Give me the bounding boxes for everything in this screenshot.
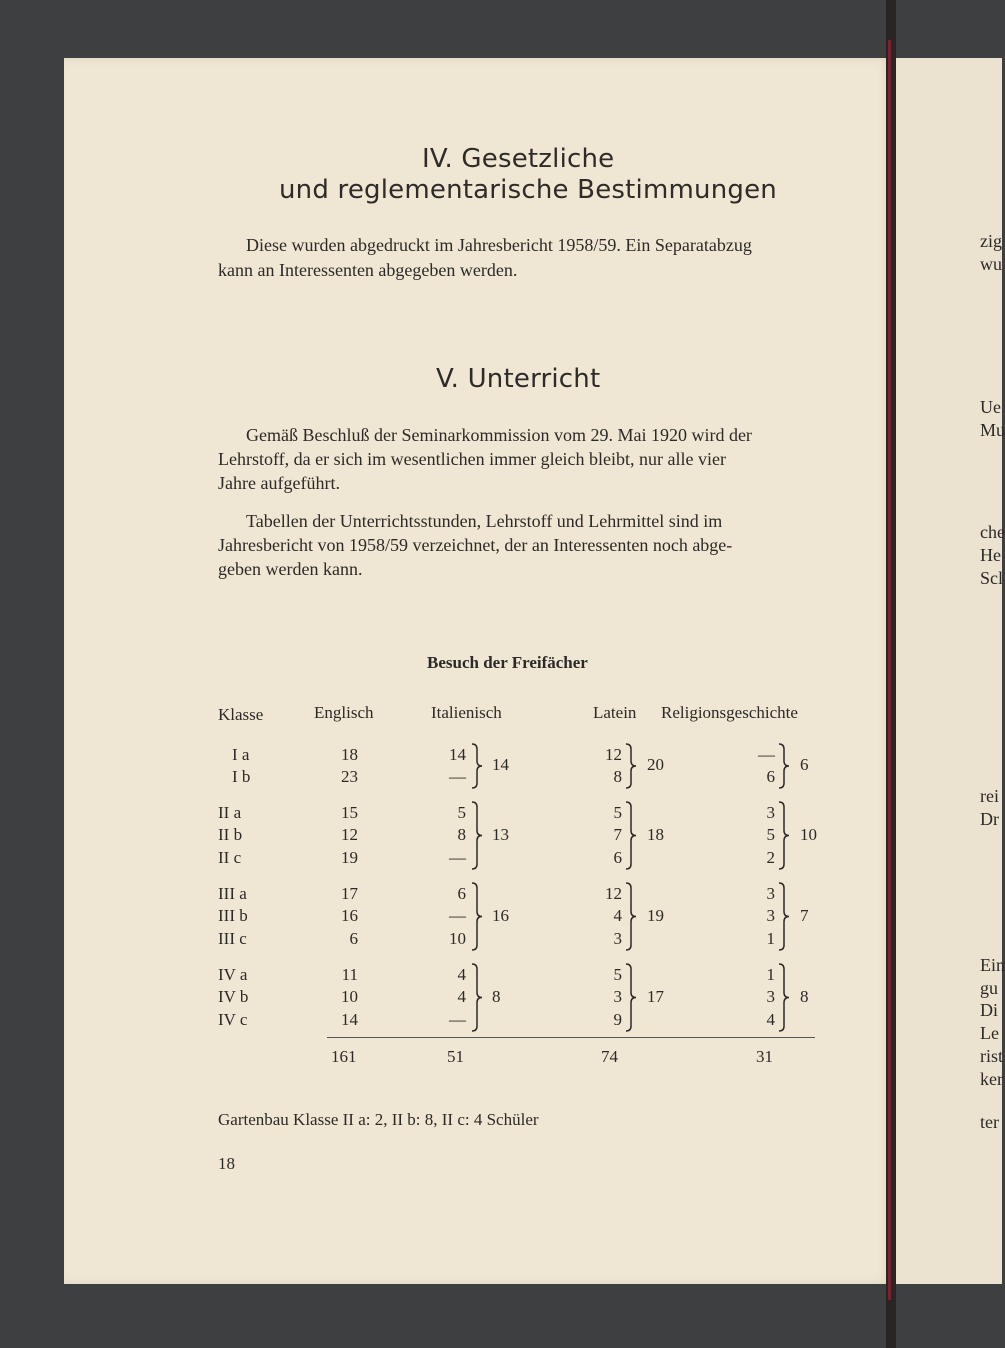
cell-klasse: III b bbox=[218, 906, 248, 925]
header-klasse: Klasse bbox=[218, 705, 264, 724]
facing-line: rei bbox=[980, 786, 999, 806]
cell-latein: 3 bbox=[613, 987, 622, 1006]
cell-englisch: 15 bbox=[341, 803, 358, 822]
cell-klasse: III a bbox=[218, 884, 247, 903]
facing-line: rist bbox=[980, 1046, 1004, 1066]
facing-line: Mu bbox=[980, 420, 1005, 440]
section-v-para1-line3: Jahre aufgeführt. bbox=[218, 473, 340, 493]
cell-religion: 4 bbox=[766, 1010, 775, 1029]
cell-englisch: 14 bbox=[341, 1010, 358, 1029]
cell-religion: 3 bbox=[766, 884, 775, 903]
facing-line: wu bbox=[980, 254, 1002, 274]
cell-italienisch: — bbox=[449, 906, 466, 925]
section-iv-title-line1: IV. Gesetzliche bbox=[422, 144, 615, 174]
cell-latein: 6 bbox=[613, 848, 622, 867]
group-total-latein: 17 bbox=[647, 986, 664, 1006]
group-total-religion: 6 bbox=[800, 755, 809, 774]
facing-line: Dr bbox=[980, 809, 999, 829]
table-caption: Besuch der Freifächer bbox=[427, 653, 588, 672]
cell-italienisch: — bbox=[449, 767, 466, 786]
cell-religion: 2 bbox=[766, 848, 775, 867]
cell-englisch: 10 bbox=[341, 987, 358, 1006]
cell-italienisch: 5 bbox=[457, 803, 466, 822]
group-total-religion: 7 bbox=[800, 905, 809, 925]
cell-klasse: IV a bbox=[218, 965, 248, 984]
cell-religion: 3 bbox=[766, 906, 775, 925]
total-latein: 74 bbox=[601, 1047, 618, 1066]
cell-religion: 1 bbox=[766, 965, 775, 984]
cell-italienisch: 6 bbox=[457, 884, 466, 903]
total-englisch: 161 bbox=[331, 1047, 357, 1066]
section-iv-title-line2: und reglementarische Bestimmungen bbox=[279, 175, 777, 205]
facing-line: Ue bbox=[980, 397, 1001, 417]
cell-klasse: I b bbox=[232, 767, 251, 786]
cell-latein: 12 bbox=[605, 884, 622, 903]
group-total-religion: 8 bbox=[800, 986, 809, 1006]
facing-line: ker bbox=[980, 1069, 1003, 1089]
cell-italienisch: 4 bbox=[457, 987, 466, 1006]
cell-italienisch: — bbox=[449, 848, 466, 867]
binding-edge bbox=[888, 40, 891, 1300]
header-religionsgeschichte: Religionsgeschichte bbox=[661, 703, 798, 722]
page-number: 18 bbox=[218, 1154, 235, 1173]
facing-line: ter bbox=[980, 1112, 999, 1132]
cell-religion: 6 bbox=[766, 767, 775, 786]
facing-line: Scl bbox=[980, 568, 1004, 588]
brace-latein bbox=[624, 743, 638, 789]
cell-klasse: I a bbox=[232, 745, 250, 764]
cell-italienisch: — bbox=[449, 1010, 466, 1029]
facing-line: Le bbox=[980, 1023, 999, 1043]
cell-italienisch: 10 bbox=[449, 929, 466, 948]
facing-line: che bbox=[980, 522, 1005, 542]
brace-latein bbox=[624, 801, 638, 870]
section-iv-para-line1: Diese wurden abgedruckt im Jahresbericht 1958/59. Ein Separatabzug bbox=[246, 235, 752, 255]
header-latein: Latein bbox=[593, 703, 637, 722]
cell-italienisch: 4 bbox=[457, 965, 466, 984]
cell-latein: 8 bbox=[613, 767, 622, 786]
brace-italienisch bbox=[470, 801, 484, 870]
cell-latein: 12 bbox=[605, 745, 622, 764]
section-iv-para-line2: kann an Interessenten abgegeben werden. bbox=[218, 260, 518, 280]
facing-line: He bbox=[980, 545, 1001, 565]
group-total-italienisch: 8 bbox=[492, 986, 501, 1006]
brace-religion bbox=[777, 801, 791, 870]
cell-englisch: 19 bbox=[341, 848, 358, 867]
cell-italienisch: 8 bbox=[457, 825, 466, 844]
totals-rule bbox=[327, 1037, 815, 1038]
total-italienisch: 51 bbox=[447, 1047, 464, 1066]
brace-latein bbox=[624, 963, 638, 1032]
cell-englisch: 18 bbox=[341, 745, 358, 764]
brace-italienisch bbox=[470, 743, 484, 789]
header-italienisch: Italienisch bbox=[431, 703, 502, 722]
cell-italienisch: 14 bbox=[449, 745, 466, 764]
section-v-title: V. Unterricht bbox=[436, 364, 601, 394]
group-total-italienisch: 14 bbox=[492, 755, 509, 774]
group-total-italienisch: 16 bbox=[492, 905, 509, 925]
cell-englisch: 17 bbox=[341, 884, 358, 903]
section-v-para2-line2: Jahresbericht von 1958/59 verzeichnet, der an Interessenten noch abge- bbox=[218, 535, 733, 555]
group-total-latein: 18 bbox=[647, 824, 664, 844]
cell-religion: — bbox=[758, 745, 775, 764]
cell-englisch: 23 bbox=[341, 767, 358, 786]
cell-religion: 3 bbox=[766, 803, 775, 822]
cell-klasse: II c bbox=[218, 848, 242, 867]
header-englisch: Englisch bbox=[314, 703, 374, 722]
cell-latein: 7 bbox=[613, 825, 622, 844]
cell-englisch: 12 bbox=[341, 825, 358, 844]
cell-klasse: II b bbox=[218, 825, 243, 844]
cell-latein: 3 bbox=[613, 929, 622, 948]
group-total-italienisch: 13 bbox=[492, 824, 509, 844]
section-v-para1-line1: Gemäß Beschluß der Seminarkommission vom 29. Mai 1920 wird der bbox=[246, 425, 752, 445]
cell-religion: 3 bbox=[766, 987, 775, 1006]
cell-klasse: IV c bbox=[218, 1010, 248, 1029]
group-total-latein: 19 bbox=[647, 905, 664, 925]
cell-klasse: III c bbox=[218, 929, 247, 948]
section-v-para2-line1: Tabellen der Unterrichtsstunden, Lehrstoff und Lehrmittel sind im bbox=[246, 511, 723, 531]
facing-line: gu bbox=[980, 978, 998, 998]
cell-latein: 5 bbox=[613, 803, 622, 822]
facing-line: Di bbox=[980, 1000, 998, 1020]
brace-religion bbox=[777, 882, 791, 951]
brace-italienisch bbox=[470, 882, 484, 951]
group-total-religion: 10 bbox=[800, 824, 817, 844]
cell-latein: 5 bbox=[613, 965, 622, 984]
cell-englisch: 6 bbox=[349, 929, 358, 948]
group-total-latein: 20 bbox=[647, 755, 664, 774]
cell-latein: 4 bbox=[613, 906, 622, 925]
cell-latein: 9 bbox=[613, 1010, 622, 1029]
brace-italienisch bbox=[470, 963, 484, 1032]
section-v-para2-line3: geben werden kann. bbox=[218, 559, 363, 579]
brace-religion bbox=[777, 743, 791, 789]
cell-klasse: II a bbox=[218, 803, 242, 822]
total-religion: 31 bbox=[756, 1047, 773, 1066]
cell-englisch: 16 bbox=[341, 906, 358, 925]
cell-klasse: IV b bbox=[218, 987, 249, 1006]
cell-englisch: 11 bbox=[341, 965, 358, 984]
cell-religion: 1 bbox=[766, 929, 775, 948]
brace-latein bbox=[624, 882, 638, 951]
gartenbau-note: Gartenbau Klasse II a: 2, II b: 8, II c: 4 Schüler bbox=[218, 1110, 539, 1129]
cell-religion: 5 bbox=[766, 825, 775, 844]
facing-line: Ein bbox=[980, 955, 1005, 975]
facing-line: zig bbox=[980, 231, 1002, 251]
section-v-para1-line2: Lehrstoff, da er sich im wesentlichen immer gleich bleibt, nur alle vier bbox=[218, 449, 726, 469]
brace-religion bbox=[777, 963, 791, 1032]
